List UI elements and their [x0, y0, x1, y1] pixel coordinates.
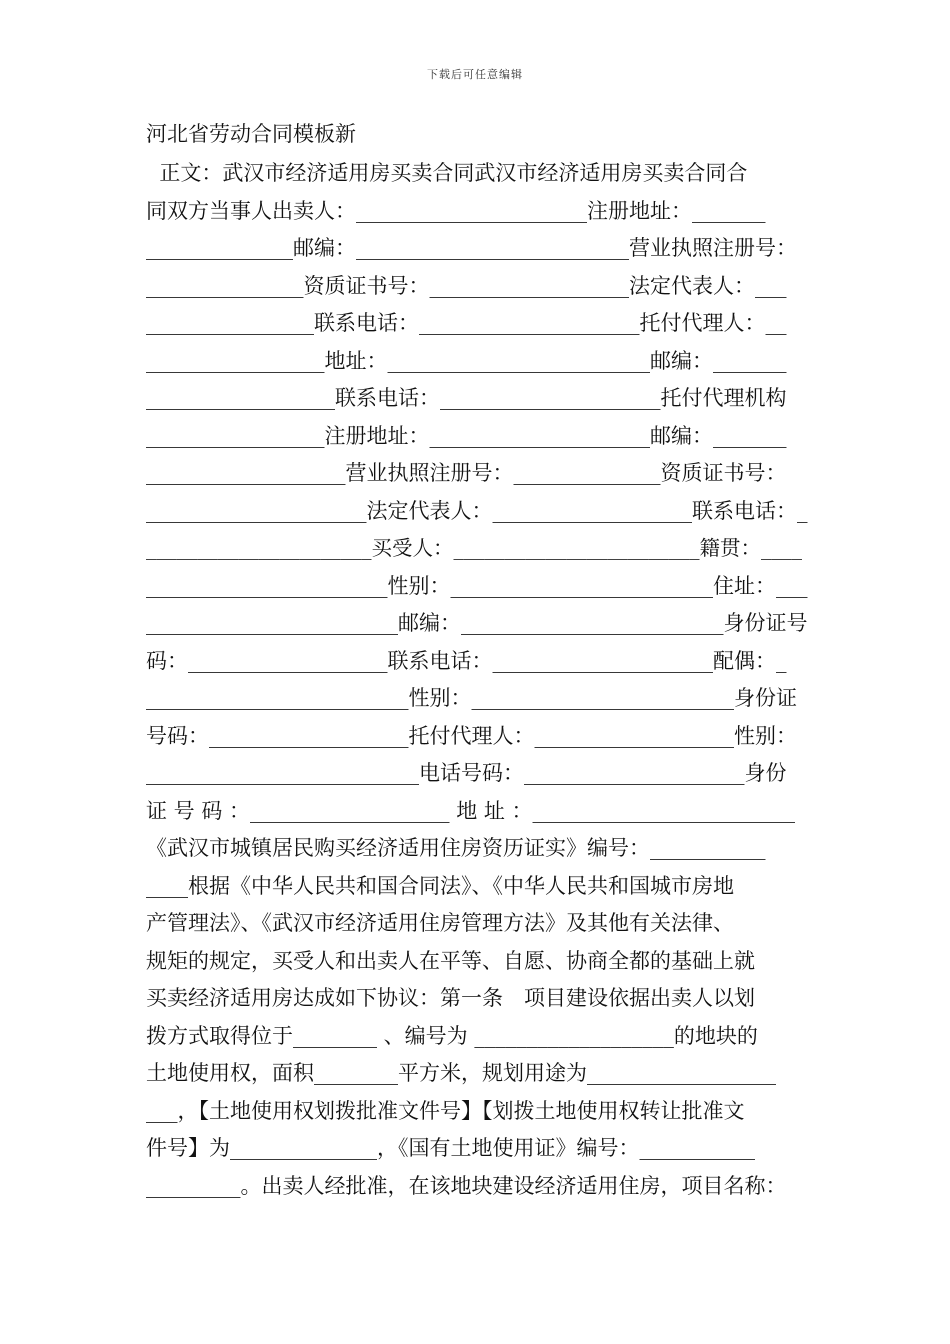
- body-line: _________。出卖人经批准，在该地块建设经济适用住房，项目名称：: [146, 1173, 787, 1198]
- document-title: 河北省劳动合同模板新: [146, 122, 356, 146]
- body-line: ______________________买受人：________________________籍贯：____: [146, 536, 802, 560]
- body-line: 件号】为______________，《国有土地使用证》编号：___________: [146, 1136, 755, 1160]
- body-line: _________________地址：_________________________邮编：_______: [146, 348, 787, 373]
- body-line: _________________________性别：_________________________身份证: [146, 686, 797, 710]
- page-header-note: 下载后可任意编辑: [427, 68, 523, 81]
- body-line: 证 号 码 ：___________________ 地 址 ：_________________________: [146, 798, 796, 823]
- body-line: _______________资质证书号：___________________法定代表人：___: [146, 273, 787, 298]
- body-line: 土地使用权，面积________平方米，规划用途为__________________: [146, 1061, 776, 1085]
- body-line: _____________________法定代表人：___________________联系电话：_: [146, 498, 808, 523]
- body-line: _______________________性别：_________________________住址：___: [146, 573, 808, 598]
- body-line: 买卖经济适用房达成如下协议：第一条 项目建设依据出卖人以划: [146, 986, 755, 1010]
- body-line: ___，【土地使用权划拨批准文件号】【划拨土地使用权转让批准文: [146, 1098, 745, 1123]
- body-line: 产管理法》、《武汉市经济适用住房管理方法》及其他有关法律、: [146, 911, 734, 935]
- body-line: ____根据《中华人民共和国合同法》、《中华人民共和国城市房地: [146, 873, 734, 898]
- body-line: 正文：武汉市经济适用房买卖合同武汉市经济适用房买卖合同合: [146, 161, 748, 185]
- body-line: ________________联系电话：_____________________托付代理人：__: [146, 311, 787, 335]
- body-line: ______________邮编：__________________________营业执照注册号：: [146, 236, 797, 260]
- body-line: 《武汉市城镇居民购买经济适用住房资历证实》编号：___________: [146, 836, 766, 860]
- body-line: ___________________营业执照注册号：______________资质证书号：: [146, 461, 787, 485]
- body-line: __________________________电话号码：_____________________身份: [146, 761, 787, 785]
- body-line: 同双方当事人出卖人：______________________注册地址：_______: [146, 198, 766, 223]
- body-line: 号码：___________________托付代理人：___________________性别：: [146, 723, 797, 748]
- body-line: _________________注册地址：_____________________邮编：_______: [146, 423, 787, 448]
- body-line: ________________________邮编：_________________________身份证号: [146, 611, 808, 635]
- body-line: 拨方式取得位于________ 、编号为 ___________________的地块的: [146, 1023, 758, 1048]
- document-body: [146, 157, 811, 1207]
- body-line: 规矩的规定，买受人和出卖人在平等、自愿、协商全都的基础上就: [146, 948, 755, 973]
- body-line: __________________联系电话：_____________________托付代理机构: [146, 386, 787, 410]
- body-line: 码：___________________联系电话：_____________________配偶：_: [146, 648, 787, 673]
